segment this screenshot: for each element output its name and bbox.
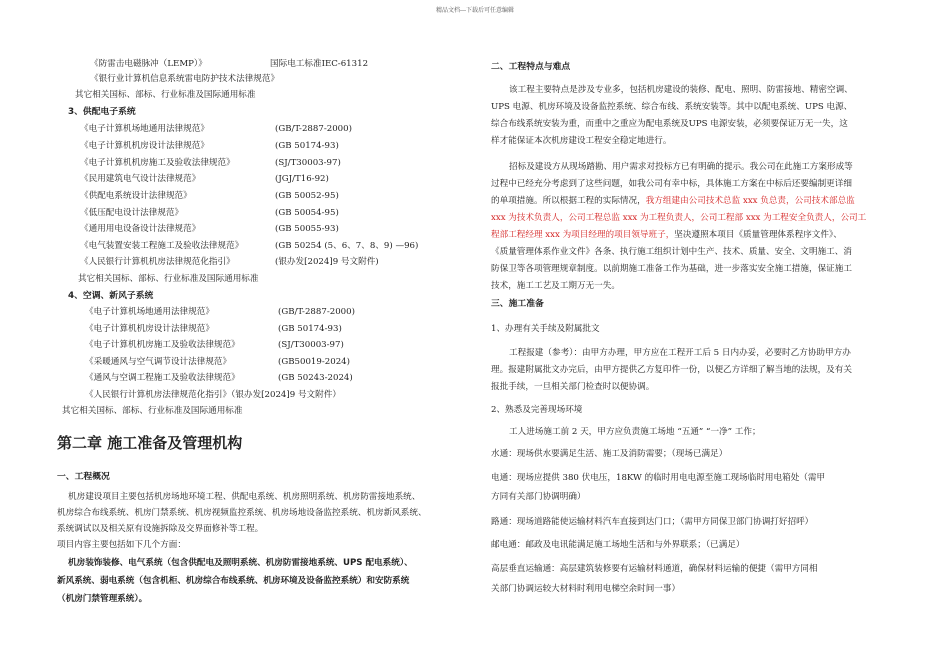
paragraph-text: 的单项措施。所以根据工程的实际情况， [491,196,646,206]
subsection-heading: 2、熟悉及完善现场环境 [491,405,583,415]
paragraph-line: 高层垂直运输通：高层建筑装修要有运输材料通道，确保材料运输的便捷（需甲方同相 [491,564,818,574]
std-name: 《电子计算机机房施工及验收法律规范》 [85,340,240,350]
page-header: 精品文档---下载后可任意编辑 [435,7,515,14]
highlighted-text: 我方组建由公司技术总监 xxx 负总责，公司技术部总监 [645,196,855,206]
paragraph-line: 机房建设项目主要包括机房场地环境工程、供配电系统、机房照明系统、机房防雷接地系统、 [68,492,421,502]
paragraph-line: 技术，施工工艺及工期万无一失。 [491,281,620,291]
paragraph-line: 工程报建（参考）：由甲方办理，甲方应在工程开工后 5 日内办妥，必要时乙方协助甲方办 [509,348,851,358]
highlighted-line: xxx 为技术负责人，公司工程总监 xxx 为工程负责人，公司工程部 xxx 为工程安全负责人，公司工 [491,213,867,223]
other-standards: 其它相关国标、部标、行业标准及国际通用标准 [75,90,256,100]
std-code: (GB 50254 (5、6、7、8、9) —96) [275,241,419,251]
std-code: (SJ/T30003-97) [275,158,341,168]
std-code: (GB 50174-93) [278,324,342,334]
std-name: 《民用建筑电气设计法律规范》 [80,174,201,184]
section-heading: 3、供配电子系统 [68,107,136,117]
std-name: 《电子计算机场地通用法律规范》 [85,307,214,317]
std-code: (GB 50243-2024) [278,373,353,383]
section-heading: 二、工程特点与难点 [491,62,571,72]
std-code: (GB 50054-95) [275,208,339,218]
std-name: 《通风与空调工程施工及验收法律规范》 [85,373,240,383]
std-name: 《防雷击电磁脉冲（LEMP）》 [90,59,207,69]
std-name: 《电子计算机机房施工及验收法律规范》 [80,158,235,168]
paragraph-line: 机房综合布线系统、机房门禁系统、机房视频监控系统、机房场地设备监控系统、机房新风系统、 [57,508,427,518]
paragraph-line: 电通：现场应提供 380 伏电压，18KW 的临时用电电源至施工现场临时用电箱处（需甲 [491,473,826,483]
std-name: 《人民银行计算机机房法律规范化指引》 [80,257,235,267]
paragraph-line: 项目内容主要包括如下几个方面： [57,540,186,550]
std-code: (GB 50174-93) [275,141,339,151]
std-name: 《供配电系统设计法律规范》 [80,191,192,201]
bold-paragraph-line: （机房门禁管理系统）。 [57,594,148,604]
section-heading: 一、工程概况 [57,472,110,482]
paragraph-text: 坚决遵照本项目《质量管理体系程序文件》、 [674,230,842,240]
paragraph-line: 综合布线系统安装为重，而重中之重应为配电系统及UPS 电源安装，必须要保证万无一失，这 [491,119,848,129]
std-name: 《电子计算机机房设计法律规范》 [80,141,209,151]
std-name: 《通用用电设备设计法律规范》 [80,224,201,234]
std-name: 《低压配电设计法律规范》 [80,208,184,218]
subsection-heading: 1、办理有关手续及附属批文 [491,324,600,334]
other-standards: 其它相关国标、部标、行业标准及国际通用标准 [78,274,259,284]
std-code: (银办发[2024]9 号文附件) [275,257,379,267]
paragraph-line: 工人进场施工前 2 天，甲方应负责施工场地 “五通” “一净” 工作； [509,427,761,437]
paragraph-line: 招标及建设方从现场踏勘、用户需求对投标方已有明确的提示。我公司在此施工方案形成等 [509,162,853,172]
bold-paragraph-line: 新风系统、弱电系统（包含机柜、机房综合布线系统、机房环境及设备监控系统）和安防系统 [57,576,410,586]
paragraph-line: 路通：现场道路能使运输材料汽车直接到达门口；（需甲方同保卫部门协调打好招呼） [491,517,814,527]
std-code: 国际电工标准IEC-61312 [270,59,369,69]
section-heading: 三、施工准备 [491,299,544,309]
paragraph-line [491,229,842,241]
paragraph-line: 水通：现场供水要满足生活、施工及消防需要；（现场已满足） [491,449,728,459]
std-name: 《电子计算机场地通用法律规范》 [80,124,209,134]
paragraph-line: 该工程主要特点是涉及专业多，包括机房建设的装修、配电、照明、防雷接地、精密空调、 [509,85,853,95]
highlighted-text: 程部工程经理 xxx 为项目经理的项目领导班子， [491,230,675,240]
chapter-title: 第二章 施工准备及管理机构 [57,434,243,452]
paragraph-line: UPS 电源、机房环境及设备监控系统、综合布线、系统安装等。其中以配电系统、UPS 电源、 [491,102,853,112]
paragraph-line: 系统调试以及相关原有设施拆除及交界面修补等工程。 [57,524,264,534]
paragraph-line: 关部门协调运较大材料时利用电梯空余时间一事） [491,584,681,594]
std-name: 《采暖通风与空气调节设计法律规范》 [85,357,232,367]
paragraph-line: 方同有关部门协调明确） [491,492,586,502]
std-code: (JGJ/T16-92) [275,174,329,184]
std-code: (GB 50055-93) [275,224,339,234]
std-code: (GB50019-2024) [278,357,350,367]
paragraph-line: 理。报建附属批文办完后，由甲方提供乙方复印件一份，以便乙方详细了解当地的法规，及有关 [491,365,852,375]
paragraph-line: 防保卫等各项管理规章制度。以前期施工准备工作为基础，进一步落实安全施工措施，保证施工 [491,264,852,274]
std-code: (GB/T-2887-2000) [275,124,352,134]
std-code: (GB 50052-95) [275,191,339,201]
paragraph-line: 过程中已经充分考虑到了这些问题，如我公司有幸中标，具体施工方案在中标后还要编制更详细 [491,179,852,189]
paragraph-line: 报批手续，一旦相关部门检查时以便协调。 [491,382,655,392]
std-name: 《人民银行计算机房法律规范化指引》（银办发[2024]9 号文附件） [85,390,341,400]
std-name: 《电气装置安装工程施工及验收法律规范》 [80,241,244,251]
std-code: (GB/T-2887-2000) [278,307,355,317]
paragraph-line: 邮电通：邮政及电讯能满足施工场地生活和与外界联系；（已满足） [491,540,745,550]
std-name: 《电子计算机机房设计法律规范》 [85,324,214,334]
paragraph-line: 样才能保证本次机房建设工程安全稳定地进行。 [491,136,672,146]
bold-paragraph-line: 机房装饰装修、电气系统（包含供配电及照明系统、机房防雷接地系统、UPS 配电系统）、 [68,558,413,568]
other-standards: 其它相关国标、部标、行业标准及国际通用标准 [62,406,243,416]
paragraph-line: 《质量管理体系作业文件》各条、执行施工组织计划中生产、技术、质量、安全、文明施工、消 [491,247,852,257]
section-heading: 4、空调、新风子系统 [68,291,154,301]
std-code: (SJ/T30003-97) [278,340,344,350]
paragraph-line [491,195,855,207]
std-name: 《银行业计算机信息系统雷电防护技术法律规范》 [90,74,280,84]
